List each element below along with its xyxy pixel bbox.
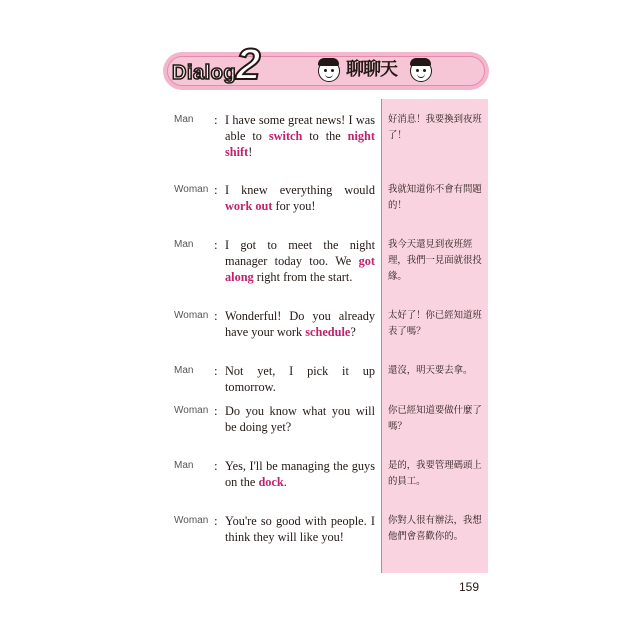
speaker-colon: : bbox=[214, 403, 218, 418]
page-number: 159 bbox=[459, 580, 480, 594]
speaker-label: Man bbox=[174, 460, 194, 471]
english-line bbox=[225, 182, 375, 214]
speaker-label: Woman bbox=[174, 184, 209, 195]
dialog-label: Dialog bbox=[172, 62, 237, 84]
english-line bbox=[225, 363, 375, 395]
english-line bbox=[225, 513, 375, 545]
speaker-colon: : bbox=[214, 513, 218, 528]
chinese-translation: 我今天還見到夜班經理，我們一見面就很投緣。 bbox=[388, 239, 482, 282]
english-line bbox=[225, 237, 375, 285]
speaker-label: Man bbox=[174, 365, 194, 376]
line-text: Not yet, I pick it up tomorrow. bbox=[225, 364, 375, 394]
key-phrase: switch bbox=[268, 129, 303, 143]
speaker-label: Woman bbox=[174, 405, 209, 416]
speaker-label: Woman bbox=[174, 310, 209, 321]
english-line bbox=[225, 308, 375, 340]
speaker-colon: : bbox=[214, 458, 218, 473]
line-text: Yes, I'll be managing the guys on the bbox=[225, 459, 375, 489]
chinese-translation: 還沒，明天要去拿。 bbox=[388, 365, 473, 376]
chinese-translation: 好消息！我要換到夜班了！ bbox=[388, 114, 482, 141]
speaker-colon: : bbox=[214, 363, 218, 378]
english-line bbox=[225, 112, 375, 160]
line-text: right from the start. bbox=[253, 270, 353, 284]
chinese-translation: 我就知道你不會有問題的！ bbox=[388, 184, 482, 211]
speaker-label: Man bbox=[174, 239, 194, 250]
boy-face-icon bbox=[318, 60, 340, 82]
english-line bbox=[225, 458, 375, 490]
key-phrase: night shift bbox=[225, 129, 375, 159]
speaker-label: Man bbox=[174, 114, 194, 125]
girl-face-icon bbox=[410, 60, 432, 82]
speaker-colon: : bbox=[214, 112, 218, 127]
chinese-translation: 你已經知道要做什麼了嗎？ bbox=[388, 405, 482, 432]
speaker-colon: : bbox=[214, 182, 218, 197]
dialog-number: 2 bbox=[236, 40, 261, 89]
line-text: ? bbox=[350, 325, 356, 339]
line-text: for you! bbox=[272, 199, 316, 213]
key-phrase: got along bbox=[225, 254, 375, 284]
speaker-colon: : bbox=[214, 237, 218, 252]
line-text: . bbox=[283, 475, 287, 489]
chinese-translation: 你對人很有辦法，我想他們會喜歡你的。 bbox=[388, 515, 482, 542]
chinese-translation: 太好了！你已經知道班表了嗎？ bbox=[388, 310, 482, 337]
speaker-label: Woman bbox=[174, 515, 209, 526]
chinese-translation: 是的，我要管理碼頭上的員工。 bbox=[388, 460, 482, 487]
speaker-colon: : bbox=[214, 308, 218, 323]
line-text: to the bbox=[302, 129, 348, 143]
line-text: Do you know what you will be doing yet? bbox=[225, 404, 375, 434]
line-text: You're so good with people. I think they will like you! bbox=[225, 514, 375, 544]
section-title-cn: 聊聊天 bbox=[346, 59, 397, 80]
line-text: I knew everything would bbox=[225, 183, 375, 197]
key-phrase: dock bbox=[258, 475, 284, 489]
line-text: I got to meet the night manager today too. We bbox=[225, 238, 375, 268]
key-phrase: work out bbox=[225, 199, 273, 213]
key-phrase: schedule bbox=[305, 325, 351, 339]
line-text: ! bbox=[248, 145, 253, 159]
english-line bbox=[225, 403, 375, 435]
line-text: Wonderful! Do you already have your work bbox=[225, 309, 375, 339]
line-text: I have some great news! I was able to bbox=[225, 113, 375, 143]
